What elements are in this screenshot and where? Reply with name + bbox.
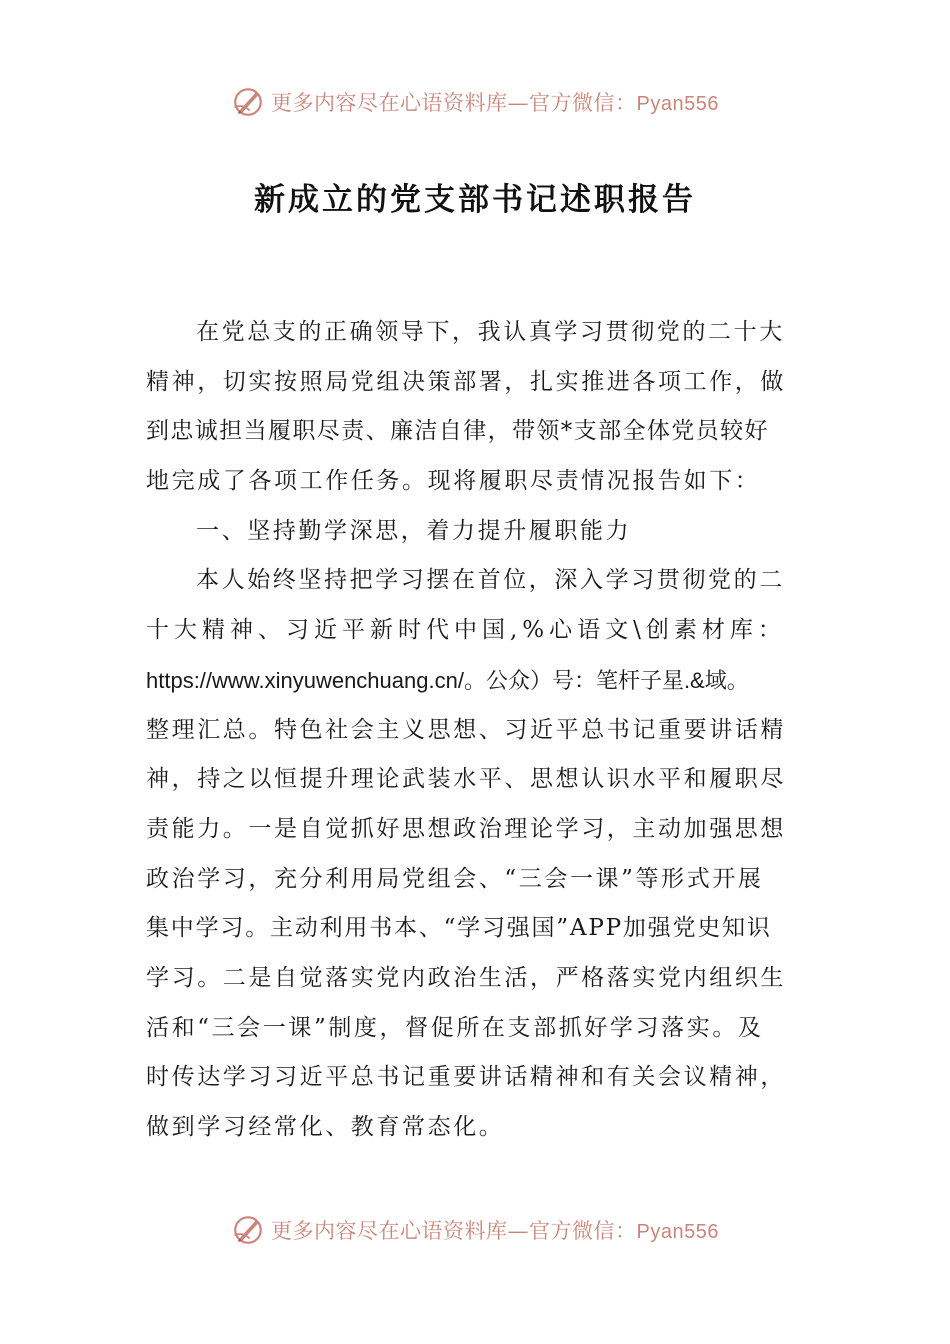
paragraph-line: 集中学习。主动利用书本、“学习强国”APP加强党史知识 [146, 915, 772, 942]
document-body [146, 308, 810, 1153]
paragraph-line: 地完成了各项工作任务。现将履职尽责情况报告如下： [146, 468, 761, 495]
paragraph-line: 政治学习，充分利用局党组会、“三会一课”等形式开展 [146, 865, 764, 892]
paragraph-line: 到忠诚担当履职尽责、廉洁自律，带领*支部全体党员较好 [146, 418, 769, 445]
watermark-text: 更多内容尽在心语资料库—官方微信：Pyan556 [271, 91, 719, 115]
paragraph-line-url: https://www.xinyuwenchuang.cn/。公众）号：笔杆子星.&域。 [146, 667, 749, 693]
paragraph-line: 做到学习经常化、教育常态化。 [146, 1114, 505, 1140]
paragraph-line: 精神，切实按照局党组决策部署，扎实推进各项工作，做 [146, 368, 786, 395]
paragraph-line: 时传达学习习近平总书记重要讲话精神和有关会议精神， [146, 1064, 786, 1091]
paragraph-line: 整理汇总。特色社会主义思想、习近平总书记重要讲话精 [146, 716, 786, 743]
header-watermark [0, 82, 950, 122]
document-title: 新成立的党支部书记述职报告 [254, 182, 696, 218]
paragraph-line: 十大精神、习近平新时代中国,%心语文\创素材库： [146, 617, 786, 644]
watermark-text: 更多内容尽在心语资料库—官方微信：Pyan556 [271, 1219, 719, 1243]
paragraph-line: 责能力。一是自觉抓好思想政治理论学习，主动加强思想 [146, 815, 786, 842]
footer-watermark [0, 1210, 950, 1250]
paragraph-line: 在党总支的正确领导下，我认真学习贯彻党的二十大 [196, 319, 785, 345]
pen-logo-icon [231, 1213, 265, 1247]
paragraph-line: 学习。二是自觉落实党内政治生活，严格落实党内组织生 [146, 964, 786, 991]
paragraph-line: 神，持之以恒提升理论武装水平、思想认识水平和履职尽 [146, 766, 786, 793]
paragraph-line: 本人始终坚持把学习摆在首位，深入学习贯彻党的二 [196, 567, 785, 594]
section-heading: 一、坚持勤学深思，着力提升履职能力 [196, 517, 632, 544]
pen-logo-icon [231, 85, 265, 119]
paragraph-line: 活和“三会一课”制度，督促所在支部抓好学习落实。及 [146, 1014, 764, 1041]
wechat-id: Pyan556 [636, 93, 719, 115]
wechat-id: Pyan556 [636, 1221, 719, 1243]
